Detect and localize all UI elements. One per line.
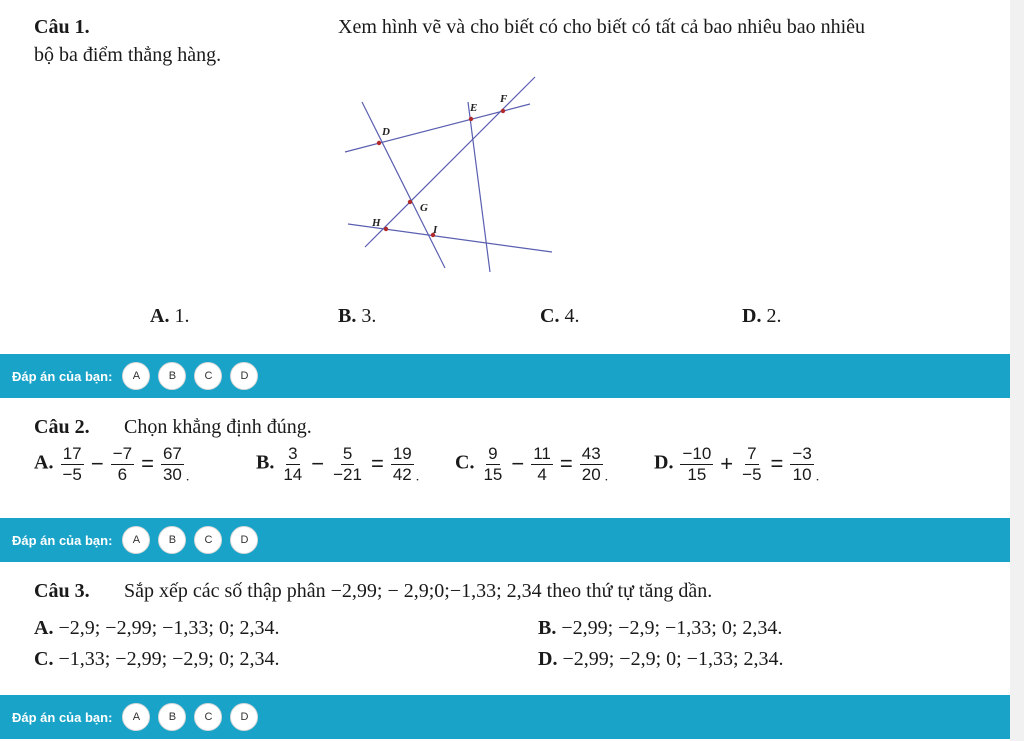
answer-bar-q3 [0, 695, 1010, 739]
label-d: D [382, 126, 390, 138]
q2-answer-c-button[interactable]: C [194, 526, 222, 554]
q3-option-d: D. −2,99; −2,9; 0; −1,33; 2,34. [538, 648, 784, 670]
label-g: G [420, 202, 428, 214]
answer-bar-q2 [0, 518, 1010, 562]
q3-answer-c-button[interactable]: C [194, 703, 222, 731]
q1-answer-d-button[interactable]: D [230, 362, 258, 390]
q2-option-d: D. $\frac{-10}{15}$ + $\frac{7}{-5}$ = $\frac{-3}{10}$ $_.$ [654, 444, 820, 485]
label-e: E [470, 102, 478, 114]
answer-label: Đáp án của bạn: [12, 368, 113, 384]
q3-answer-a-button[interactable]: A [122, 703, 150, 731]
q3-option-b: B. −2,99; −2,9; −1,33; 0; 2,34. [538, 617, 783, 639]
q2-option-c: C. $\frac{9}{15}$ − $\frac{11}{4}$ = $\frac{43}{20}$ $_.$ [455, 444, 609, 485]
q1-answer-b-button[interactable]: B [158, 362, 186, 390]
q1-text-line2: bộ ba điểm thẳng hàng. [34, 44, 222, 66]
q1-option-d: D. 2. [742, 305, 782, 327]
point-h [384, 227, 388, 231]
q2-option-a: A. $\frac{17}{-5}$ − $\frac{-7}{6}$ = $\frac{67}{30}$ $_.$ [34, 444, 190, 485]
geometry-figure [340, 72, 560, 277]
q3-text: Sắp xếp các số thập phân −2,99; − 2,9;0;−1,33; 2,34 theo thứ tự tăng dần. [124, 580, 713, 602]
answer-bar-q1 [0, 354, 1010, 398]
point-d [377, 141, 381, 145]
q2-text: Chọn khẳng định đúng. [124, 416, 312, 438]
label-f: F [500, 93, 508, 105]
line-f-g-h [365, 77, 535, 247]
q3-answer-b-button[interactable]: B [158, 703, 186, 731]
label-i: I [433, 224, 438, 236]
answer-label: Đáp án của bạn: [12, 532, 113, 548]
q3-option-c: C. −1,33; −2,99; −2,9; 0; 2,34. [34, 648, 280, 670]
q2-answer-d-button[interactable]: D [230, 526, 258, 554]
q2-answer-a-button[interactable]: A [122, 526, 150, 554]
scrollbar-track[interactable] [1010, 0, 1024, 741]
point-f [501, 109, 505, 113]
q3-option-a: A. −2,9; −2,99; −1,33; 0; 2,34. [34, 617, 280, 639]
q2-answer-b-button[interactable]: B [158, 526, 186, 554]
q1-answer-a-button[interactable]: A [122, 362, 150, 390]
q2-option-b: B. $\frac{3}{14}$ − $\frac{5}{-21}$ = $\frac{19}{42}$ $_.$ [256, 444, 420, 485]
line-d-g-i [362, 102, 445, 268]
label-h: H [372, 217, 381, 229]
q3-label: Câu 3. [34, 580, 90, 602]
q1-option-c: C. 4. [540, 305, 580, 327]
answer-label: Đáp án của bạn: [12, 709, 113, 725]
q1-text-line1: Xem hình vẽ và cho biết có cho biết có tất cả bao nhiêu bao nhiêu [338, 16, 866, 38]
q3-answer-d-button[interactable]: D [230, 703, 258, 731]
q1-option-b: B. 3. [338, 305, 377, 327]
point-g [408, 200, 412, 204]
q1-option-a: A. 1. [150, 305, 190, 327]
q1-answer-c-button[interactable]: C [194, 362, 222, 390]
q2-label: Câu 2. [34, 416, 90, 438]
q1-label: Câu 1. [34, 16, 90, 38]
point-e [469, 117, 473, 121]
line-e-vertical [468, 102, 490, 272]
